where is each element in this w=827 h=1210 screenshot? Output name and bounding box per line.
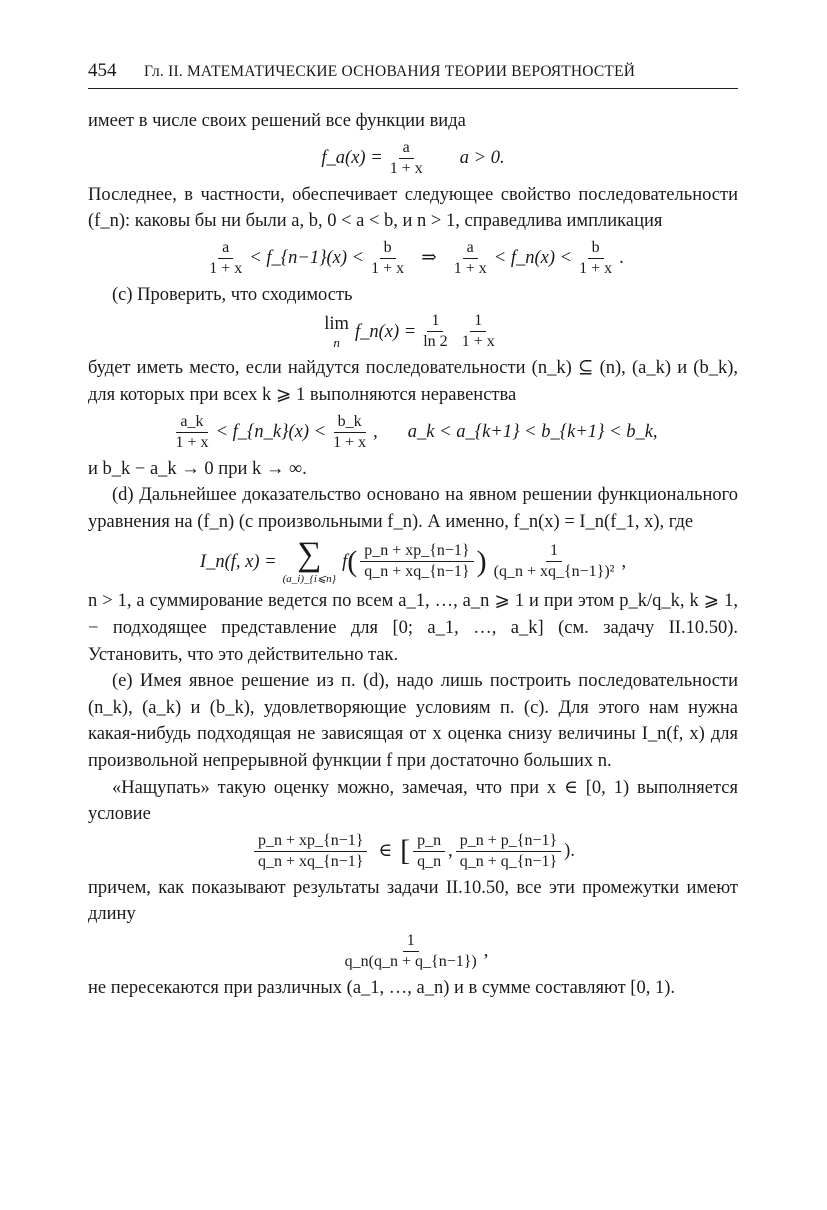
equation-In: I_n(f, x) = ∑ (a_i)_{i⩽n} f ( p_n + xp_{n−1} q_n + xq_{n−1} ) 1 (q_n + xq_{n−1})² , bbox=[199, 536, 627, 586]
paragraph-2: Последнее, в частности, обеспечивает следующее свойство последовательности (f_n): каковы бы ни были a, b, 0 < a < b, и n > 1, справедлива импликация bbox=[88, 184, 738, 232]
equation-fa: f_a(x) = $\frac{a}{1 + x}$ a > 0. bbox=[321, 138, 505, 177]
paragraph-5: и b_k − a_k → 0 при k → ∞. bbox=[88, 458, 307, 479]
running-title: Гл. II. МАТЕМАТИЧЕСКИЕ ОСНОВАНИЯ ТЕОРИИ ВЕРОЯТНОСТЕЙ bbox=[144, 63, 636, 80]
page-number: 454 bbox=[88, 60, 117, 81]
paragraph-10: причем, как показывают результаты задачи II.10.50, все эти промежутки имеют длину bbox=[88, 877, 738, 925]
paragraph-9: «Нащупать» такую оценку можно, замечая, что при x ∈ [0, 1) выполняется условие bbox=[88, 777, 738, 825]
equation-interval: p_n + xp_{n−1} q_n + xq_{n−1} ∈ [ p_n q_n , p_n + p_{n−1} q_n + q_{n−1} ). bbox=[88, 831, 738, 872]
fraction: $\frac{a}{1 + x}$ bbox=[389, 138, 423, 177]
equation-inequalities: a_k 1 + x < f_{n_k}(x) < b_k 1 + x , a_k < a_{k+1} < b_{k+1} < b_k, bbox=[175, 412, 658, 451]
paragraph-6: (d) Дальнейшее доказательство основано на явном решении функционального уравнения на (f_n) (с произвольными f_n). А именно, f_n(x) = I_n(f_1, x), где bbox=[88, 485, 738, 532]
paragraph-4: будет иметь место, если найдутся последовательности (n_k) ⊆ (n), (a_k) и (b_k), для которых при всех k ⩾ 1 выполняются неравенства bbox=[88, 358, 738, 405]
paragraph-7: n > 1, а суммирование ведется по всем a_1, …, a_n ⩾ 1 и при этом p_k/q_k, k ⩾ 1, − подходящее представление для [0; a_1, …, a_k] (см. задачу II.10.50). Установить, что это действительно так. bbox=[88, 591, 738, 665]
page-body bbox=[88, 108, 738, 1001]
running-header bbox=[88, 58, 738, 89]
paragraph-3: (c) Проверить, что сходимость bbox=[112, 284, 353, 305]
paragraph-8: (e) Имея явное решение из п. (d), надо лишь построить последовательности (n_k), (a_k) и (b_k), удовлетворяющие условиям п. (c). Для этого нам нужна какая-нибудь подходящая не зависящая от x оценка снизу величины I_n(f, x) для произвольной непрерывной функции f при достаточно больших n. bbox=[88, 671, 738, 771]
equation-length: 1 q_n(q_n + q_{n−1}) , bbox=[344, 931, 489, 970]
equation-limit: lim n f_n(x) = $\frac{1}{\ln 2}$ 1 1 + x bbox=[324, 312, 495, 351]
paragraph-1: имеет в числе своих решений все функции вида bbox=[88, 111, 466, 131]
paragraph-11: не пересекаются при различных (a_1, …, a_n) и в сумме составляют [0, 1). bbox=[88, 977, 676, 998]
equation-implication: a 1 + x < f_{n−1}(x) < b 1 + x ⇒ a 1 + x < f_n(x) < b 1 + x . bbox=[209, 238, 624, 277]
